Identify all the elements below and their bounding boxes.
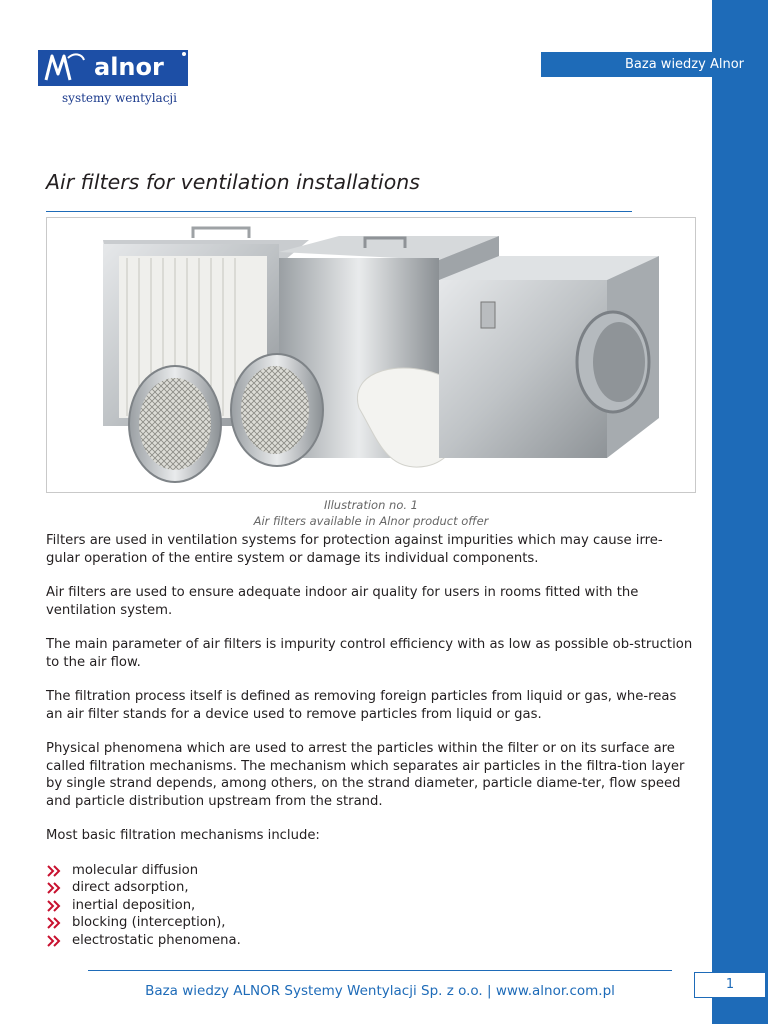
article-body [46,532,696,949]
page-number: 1 [694,972,766,998]
list-item [46,914,696,932]
section-tag: Baza wiedzy Alnor [541,52,768,77]
product-illustration [46,217,696,493]
list-item-label: electrostatic phenomena. [72,932,241,948]
list-item-label: inertial deposition, [72,897,196,913]
paragraph: The main parameter of air filters is impurity control efficiency with as low as possible ob-struction to the air flow. [46,637,693,670]
round-duct-filter-box-image [439,256,659,458]
double-chevron-icon [47,900,61,912]
logo-wordmark: alnor [94,53,164,81]
air-filters-photo [47,218,695,492]
double-chevron-icon [47,882,61,894]
list-item-label: molecular diffusion [72,862,199,878]
caption-text: Air filters available in Alnor product offer [253,514,489,528]
list-item [46,879,696,897]
footer-text: Baza wiedzy ALNOR Systemy Wentylacji Sp. z o.o. | www.alnor.com.pl [145,983,615,999]
page-title: Air filters for ventilation installations [46,170,420,194]
paragraph: Air filters are used to ensure adequate indoor air quality for users in rooms fitted with the ventilation system. [46,585,639,618]
right-brand-bar [712,0,768,1024]
mechanisms-list [46,862,696,950]
list-item [46,932,696,950]
list-item-label: blocking (interception), [72,915,226,930]
double-chevron-icon [47,865,61,877]
paragraph: Physical phenomena which are used to arrest the particles within the filter or on its surface are called filtration mechanisms. The mechanism which separates air particles in the filtra-tion layer by single strand depends, among others, on the strand diameter, particle diame-ter, flow speed and particle distribution upstream from the strand. [46,741,685,809]
paragraph: Most basic filtration mechanisms include: [46,828,320,843]
double-chevron-icon [47,917,61,929]
figure-caption [46,497,696,529]
double-chevron-icon [47,935,61,947]
alnor-logo [38,44,198,110]
paragraph: The filtration process itself is defined as removing foreign particles from liquid or gas, whe-reas an air filter stands for a device used to remove particles from liquid or gas. [46,689,677,722]
paragraph: Filters are used in ventilation systems for protection against impurities which may cause irre-gular operation of the entire system or damage its individual components. [46,533,663,566]
list-item [46,862,696,880]
logo-subtitle: systemy wentylacji [62,91,177,105]
caption-number: Illustration no. 1 [324,498,418,512]
list-item-label: direct adsorption, [72,880,189,895]
title-divider [46,211,632,212]
list-item [46,897,696,915]
footer-divider [88,970,672,971]
